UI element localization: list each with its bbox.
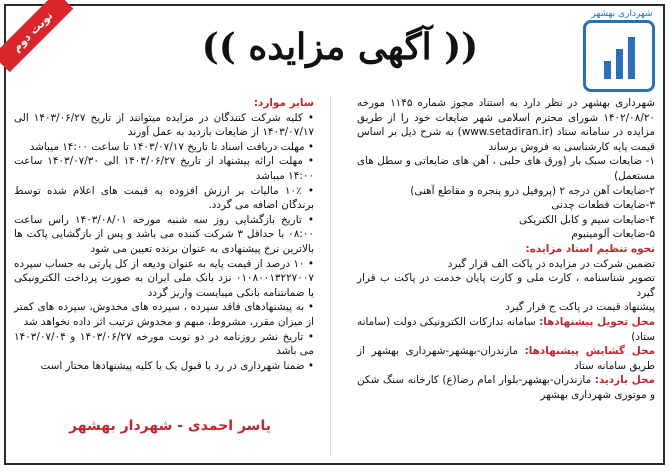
delivery-text: سامانه تدارکات الکترونیکی دولت (سامانه ستاد) xyxy=(357,315,655,343)
opening-text: مازندران-بهشهر-شهرداری بهشهر از طریق سامانه ستاد xyxy=(357,345,655,372)
list-item: • ۱۰٪ مالیات بر ارزش افزوده به قیمت های اعلام شده توسط برندگان اضافه می گردد. xyxy=(14,184,314,213)
list-item: ۳-ضایعات قطعات چدنی xyxy=(551,199,655,212)
list-item: • کلیه شرکت کنندگان در مزایده میتوانند از تاریخ ۱۴۰۳/۰۶/۲۷ الی ۱۴۰۳/۰۷/۱۷ از ضایعات بازدید به عمل آورند xyxy=(14,111,314,140)
list-item: • مهلت ارائه پیشنهاد از تاریخ ۱۴۰۳/۰۶/۲۷ الی ۱۴۰۳/۰۷/۳۰ ساعت ۱۴:۰۰ میباشد xyxy=(14,154,314,183)
list-item: ۴-ضایعات سیم و کابل الکتریکی xyxy=(519,213,655,226)
list-item: • مهلت دریافت اسناد تا تاریخ ۱۴۰۳/۰۷/۱۷ تا ساعت ۱۴:۰۰ میباشد xyxy=(14,140,314,155)
signature: یاسر احمدی - شهردار بهشهر xyxy=(69,418,271,434)
docs-item: تصویر شناسنامه ، کارت ملی و کارت پایان خدمت در پاکت ب قرار گیرد xyxy=(357,272,655,299)
location-text: مازندران-بهشهر-بلوار امام رضا(ع) کارخانه سنگ شکن و موتوری شهرداری بهشهر xyxy=(357,374,655,401)
opening-label: محل گشایش پیشنهادها: xyxy=(524,345,655,358)
list-item: ۵-ضایعات آلومینیوم xyxy=(571,228,655,241)
logo-icon xyxy=(604,37,636,79)
list-item: • تاریخ نشر روزنامه در دو نوبت مورخه ۱۴۰۳/۰۶/۲۷ و ۱۴۰۳/۰۷/۰۴ می باشد xyxy=(14,330,314,359)
municipality-logo xyxy=(583,9,655,92)
second-round-ribbon: نوبت دوم xyxy=(0,0,73,72)
list-item: • تاریخ بازگشایی روز سه شنبه مورخه ۱۴۰۳/۰۸/۰۱ راس ساعت ۰۸:۰۰ با حداقل ۳ شرکت کننده می باشد و پس از بازگشایی پاکت ها بالاترین نرخ پیشنهادی به عنوان برنده تعیین می شود xyxy=(14,213,314,257)
list-item: • به پیشنهادهای فاقد سپرده ، سپرده های مخدوش، سپرده های کمتر از میزان مقرر، مشروط، مبهم و مخدوش ترتیب اثر داده نخواهد شد xyxy=(14,300,314,329)
left-column xyxy=(14,96,314,373)
docs-item: تضمین شرکت در مزایده در پاکت الف قرار گیرد xyxy=(447,257,655,270)
column-divider xyxy=(330,96,331,456)
page-title: (( آگهی مزایده )) xyxy=(201,26,479,68)
location-info xyxy=(357,373,655,402)
right-column xyxy=(357,96,655,402)
list-item: • ۱۰ درصد از قیمت پایه به عنوان ودیعه از کل پارتی به حساب سپرده ۰۱۰۸۰۰۱۳۲۲۷۰۰۷ نزد بانک ملی ایران به صورت پرداخت الکترونیکی یا ضمانتنامه بانکی میبایست واریز گردد xyxy=(14,257,314,301)
docs-heading: نحوه تنظیم اسناد مزایده: xyxy=(525,242,655,255)
list-item: ۱- ضایعات سبک بار (ورق های حلبی ، آهن های ضایعاتی و سطل های مستعمل) xyxy=(357,155,655,182)
logo-caption: شهرداری بهشهر xyxy=(591,9,653,19)
location-label: محل بازدید: xyxy=(594,374,655,387)
list-item: • ضمنا شهرداری در رد یا قبول یک یا کلیه پیشنهادها مختار است xyxy=(14,359,314,374)
list-item: ۲-ضایعات آهن درجه ۲ (پروفیل درو پنجره و مقاطع آهنی) xyxy=(410,184,655,197)
intro-text: شهرداری بهشهر در نظر دارد به استناد مجوز شماره ۱۱۴۵ مورخه ۱۴۰۲/۰۸/۲۰ شورای محترم اسلامی شهر ضایعات خود را از طریق مزایده در سامانه ستاد (www.setadiran.ir) به شرح ذیل بر اساس قیمت پایه کارشناسی به فروش برساند xyxy=(357,97,655,153)
docs-item: پیشنهاد قیمت در پاکت ج قرار گیرد xyxy=(505,301,655,314)
other-items-heading: سایر موارد: xyxy=(253,97,314,109)
delivery-info xyxy=(357,315,655,344)
delivery-label: محل تحویل پیشنهادها: xyxy=(539,315,656,328)
opening-info xyxy=(357,344,655,373)
